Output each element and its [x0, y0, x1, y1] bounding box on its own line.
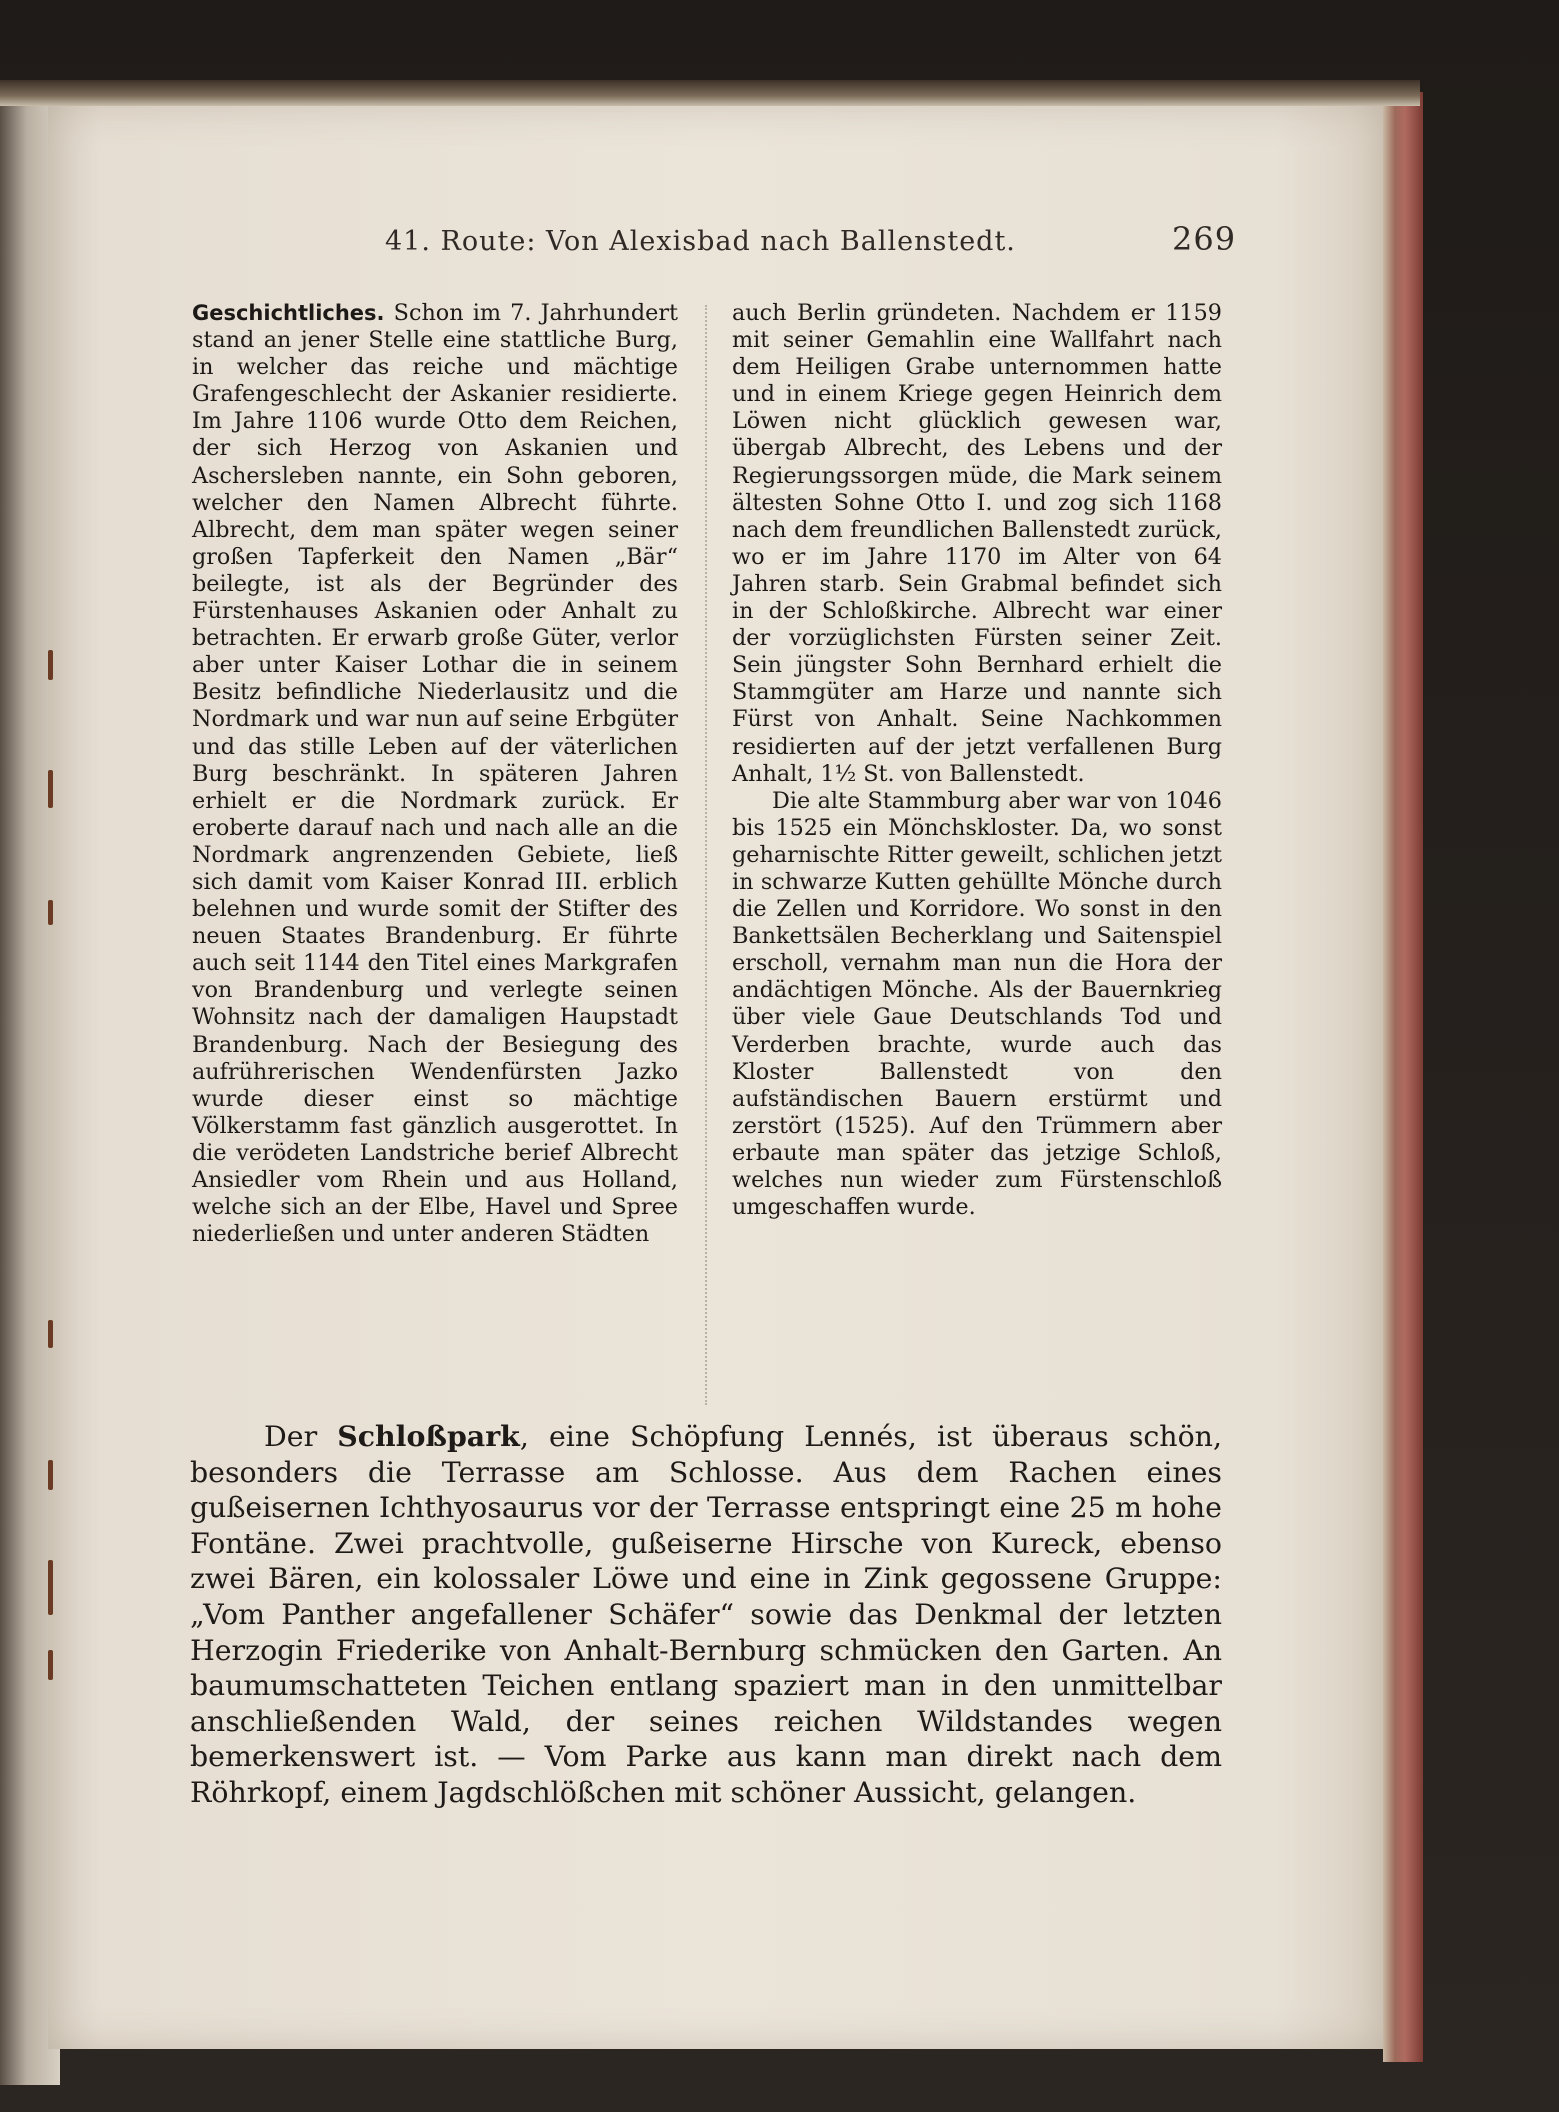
stitch-mark	[48, 1650, 53, 1680]
stitch-mark	[48, 770, 53, 808]
stitch-mark	[48, 1560, 53, 1615]
park-text: , eine Schöpfung Lennés, ist überaus schön, besonders die Terrasse am Schlosse. Aus dem Rachen eines gußeisernen Ichthyosaurus vor der Terrasse entspringt eine 25 m hohe Fontäne. Zwei prachtvolle, gußeiserne Hirsche von Kureck, ebenso zwei Bären, ein kolossaler Löwe und eine in Zink gegossene Gruppe: „Vom Panther angefallener Schäfer“ sowie das Denkmal der letzten Herzogin Friederike von Anhalt-Bernburg schmücken den Garten. An baumumschatteten Teichen entlang spaziert man in den unmittelbar anschließenden Wald, der seines reichen Wildstandes wegen bemerkenswert ist. — Vom Parke aus kann man direkt nach dem Röhrkopf, einem Jagdschlößchen mit schöner Aussicht, gelangen.	[190, 1420, 1222, 1809]
park-heading: Schloßpark	[337, 1419, 520, 1453]
section-label: Geschichtliches.	[192, 301, 385, 325]
binding-top-band	[0, 80, 1420, 106]
stitch-mark	[48, 1320, 53, 1348]
stitch-mark	[48, 1460, 53, 1490]
stitch-mark	[48, 650, 53, 680]
page-fore-edge	[1383, 92, 1423, 2062]
schlosspark-paragraph	[190, 1419, 1222, 1811]
right-paragraph-1: auch Berlin gründeten. Nachdem er 1159 mit seiner Gemahlin eine Wallfahrt nach dem Heiligen Grabe unternommen hatte und in einem Kriege gegen Heinrich dem Löwen nicht glücklich gewesen war, übergab Albrecht, des Lebens und der Regierungssorgen müde, die Mark seinem ältesten Sohne Otto I. und zog sich 1168 nach dem freundlichen Ballenstedt zurück, wo er im Jahre 1170 im Alter von 64 Jahren starb. Sein Grabmal befindet sich in der Schloßkirche. Albrecht war einer der vorzüglichsten Fürsten seiner Zeit. Sein jüngster Sohn Bernhard erhielt die Stammgüter am Harze und nannte sich Fürst von Anhalt. Seine Nachkommen residierten auf der jetzt verfallenen Burg Anhalt, 1½ St. von Ballenstedt.	[732, 300, 1222, 787]
left-column	[192, 300, 678, 1248]
right-paragraph-2: Die alte Stammburg aber war von 1046 bis 1525 ein Mönchskloster. Da, wo sonst geharnischte Ritter geweilt, schlichen jetzt in schwarze Kutten gehüllte Mönche durch die Zellen und Korridore. Wo sonst in den Bankettsälen Becherklang und Saitenspiel erscholl, vernahm man nun die Hora der andächtigen Mönche. Als der Bauernkrieg über viele Gaue Deutschlands Tod und Verderben brachte, wurde auch das Kloster Ballenstedt von den aufständischen Bauern erstürmt und zerstört (1525). Auf den Trümmern aber erbaute man später das jetzige Schloß, welches nun wieder zum Fürstenschloß umgeschaffen wurde.	[732, 787, 1222, 1221]
running-head	[385, 220, 1385, 264]
history-paragraph	[192, 300, 678, 1248]
running-title: 41. Route: Von Alexisbad nach Ballenstedt.	[385, 226, 1016, 257]
stitch-mark	[48, 900, 53, 925]
history-text: Schon im 7. Jahrhundert stand an jener Stelle eine stattliche Burg, in welcher das reiche und mächtige Grafengeschlecht der Askanier residierte. Im Jahre 1106 wurde Otto dem Reichen, der sich Herzog von Askanien und Aschersleben nannte, ein Sohn geboren, welcher den Namen Albrecht führte. Albrecht, dem man später wegen seiner großen Tapferkeit den Namen „Bär“ beilegte, ist als der Begründer des Fürstenhauses Askanien oder Anhalt zu betrachten. Er erwarb große Güter, verlor aber unter Kaiser Lothar die in seinem Besitz befindliche Niederlausitz und die Nordmark und war nun auf seine Erbgüter und das stille Leben auf der väterlichen Burg beschränkt. In späteren Jahren erhielt er die Nordmark zurück. Er eroberte darauf nach und nach alle an die Nordmark angrenzenden Gebiete, ließ sich damit vom Kaiser Konrad III. erblich belehnen und wurde somit der Stifter des neuen Staates Brandenburg. Er führte auch seit 1144 den Titel eines Markgrafen von Brandenburg und verlegte seinen Wohnsitz nach der damaligen Haupstadt Brandenburg. Nach der Besiegung des aufrührerischen Wendenfürsten Jazko wurde dieser einst so mächtige Völkerstamm fast gänzlich ausgerottet. In die verödeten Landstriche berief Albrecht Ansiedler vom Rhein und aus Holland, welche sich an der Elbe, Havel und Spree niederließen und unter anderen Städten	[192, 300, 678, 1248]
park-lead: Der	[264, 1420, 338, 1453]
column-divider	[705, 305, 708, 1405]
right-column	[732, 300, 1222, 1221]
page-number: 269	[1172, 220, 1237, 258]
spine-stitch-marks	[40, 400, 62, 1900]
